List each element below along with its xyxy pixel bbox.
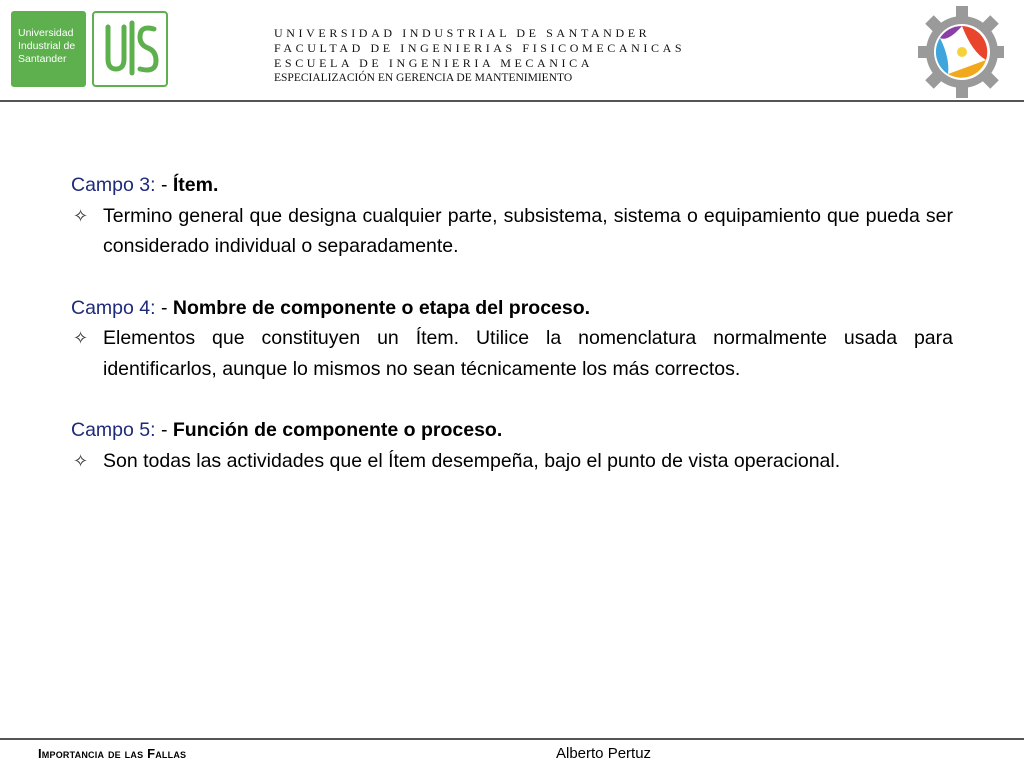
campo-5-bullet xyxy=(71,446,953,477)
campo-dash: - xyxy=(155,419,173,441)
campo-label: Campo 5: xyxy=(71,419,156,441)
star-bullet-icon: ✧ xyxy=(73,450,89,471)
campo-5-title xyxy=(71,415,953,446)
logo-text-line: Universidad xyxy=(18,27,74,39)
campo-4-title xyxy=(71,293,953,324)
campo-name: Ítem. xyxy=(172,174,219,196)
slide-content xyxy=(71,170,953,476)
uis-text-logo xyxy=(11,11,86,87)
uis-monogram-icon xyxy=(94,13,166,85)
header xyxy=(0,0,1024,102)
campo-dash: - xyxy=(155,174,173,196)
program-name: ESPECIALIZACIÓN EN GERENCIA DE MANTENIMIENTO xyxy=(274,72,573,84)
school-name: ESCUELA DE INGENIERIA MECANICA xyxy=(274,56,593,70)
uis-monogram-logo xyxy=(92,11,168,87)
logo-text-line: Industrial de xyxy=(18,40,76,52)
footer-title: Importancia de las Fallas xyxy=(38,746,187,761)
campo-dash: - xyxy=(155,296,173,319)
bullet-text: Termino general que designa cualquier parte, subsistema, sistema o equipamiento que pueda ser considerado individual o separadamente. xyxy=(103,204,953,257)
campo-4-bullet xyxy=(71,323,953,384)
campo-3-title xyxy=(71,170,953,201)
campo-name: Función de componente o proceso. xyxy=(172,419,503,441)
bullet-text: Son todas las actividades que el Ítem desempeña, bajo el punto de vista operacional. xyxy=(103,449,841,472)
campo-label: Campo 3: xyxy=(71,174,156,196)
footer-divider xyxy=(0,738,1024,740)
campo-label: Campo 4: xyxy=(71,296,156,319)
star-bullet-icon: ✧ xyxy=(73,205,89,226)
bullet-text: Elementos que constituyen un Ítem. Utilice la nomenclatura normalmente usada para identificarlos, aunque lo mismos no sean técnicamente los más correctos. xyxy=(103,327,953,380)
campo-name: Nombre de componente o etapa del proceso. xyxy=(172,296,591,319)
star-bullet-icon: ✧ xyxy=(73,328,89,348)
university-name: UNIVERSIDAD INDUSTRIAL DE SANTANDER xyxy=(274,26,651,40)
logo-text-line: Santander xyxy=(18,53,67,65)
gear-swirl-logo-icon xyxy=(918,4,1004,98)
institution-heading xyxy=(274,26,685,86)
footer-author: Alberto Pertuz xyxy=(556,745,652,762)
campo-3-bullet xyxy=(71,201,953,262)
header-divider xyxy=(0,100,1024,102)
faculty-name: FACULTAD DE INGENIERIAS FISICOMECANICAS xyxy=(274,41,686,55)
